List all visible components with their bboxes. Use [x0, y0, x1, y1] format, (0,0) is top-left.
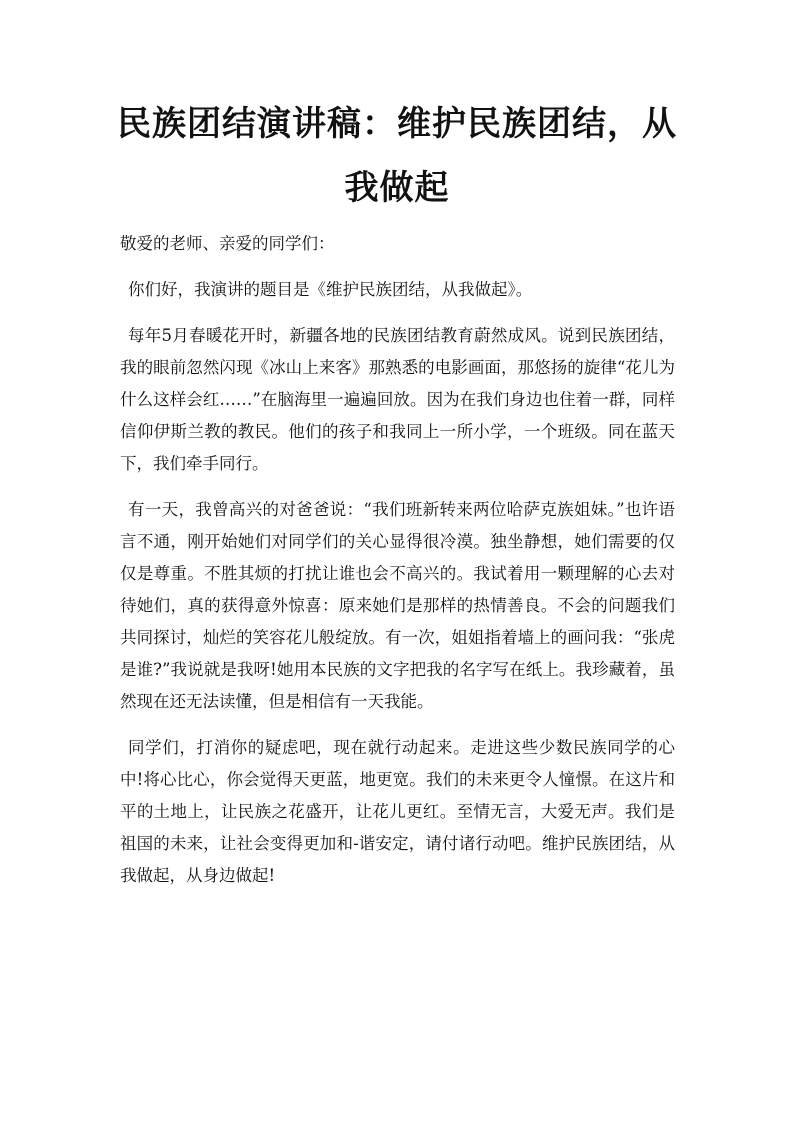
- paragraph-story: 有一天，我曾高兴的对爸爸说：“我们班新转来两位哈萨克族姐妹。”也许语言不通，刚开始她们对同学们的关心显得很冷漠。独坐静想，她们需要的仅仅是尊重。不胜其烦的打扰让谁也会不高兴的。我试着用一颗理解的心去对待她们，真的获得意外惊喜：原来她们是那样的热情善良。不会的问题我们共同探讨，灿烂的笑容花儿般绽放。有一次，姐姐指着墙上的画问我：“张虎是谁?”我说就是我呀!她用本民族的文字把我的名字写在纸上。我珍藏着，虽然现在还无法读懂，但是相信有一天我能。: [120, 500, 675, 711]
- speech-body: [120, 228, 675, 906]
- paragraph-memory: 每年5月春暖花开时，新疆各地的民族团结教育蔚然成风。说到民族团结，我的眼前忽然闪现《冰山上来客》那熟悉的电影画面，那悠扬的旋律“花儿为什么这样会红……”在脑海里一遍遍回放。因为在我们身边也住着一群，同样信仰伊斯兰教的教民。他们的孩子和我同上一所小学，一个班级。同在蓝天下，我们牵手同行。: [120, 326, 675, 473]
- page-title: 民族团结演讲稿：维护民族团结，从我做起: [117, 104, 677, 208]
- paragraph-greeting: 你们好，我演讲的题目是《维护民族团结，从我做起》。: [128, 280, 533, 299]
- salutation: 敬爱的老师、亲爱的同学们：: [120, 234, 335, 253]
- paragraph-conclusion: 同学们，打消你的疑虑吧，现在就行动起来。走进这些少数民族同学的心中!将心比心，你会觉得天更蓝，地更宽。我们的未来更令人憧憬。在这片和平的土地上，让民族之花盛开，让花儿更红。至情无言，大爱无声。我们是祖国的未来，让社会变得更加和-谐安定，请付诸行动吧。维护民族团结，从我做起，从身边做起!: [120, 738, 675, 885]
